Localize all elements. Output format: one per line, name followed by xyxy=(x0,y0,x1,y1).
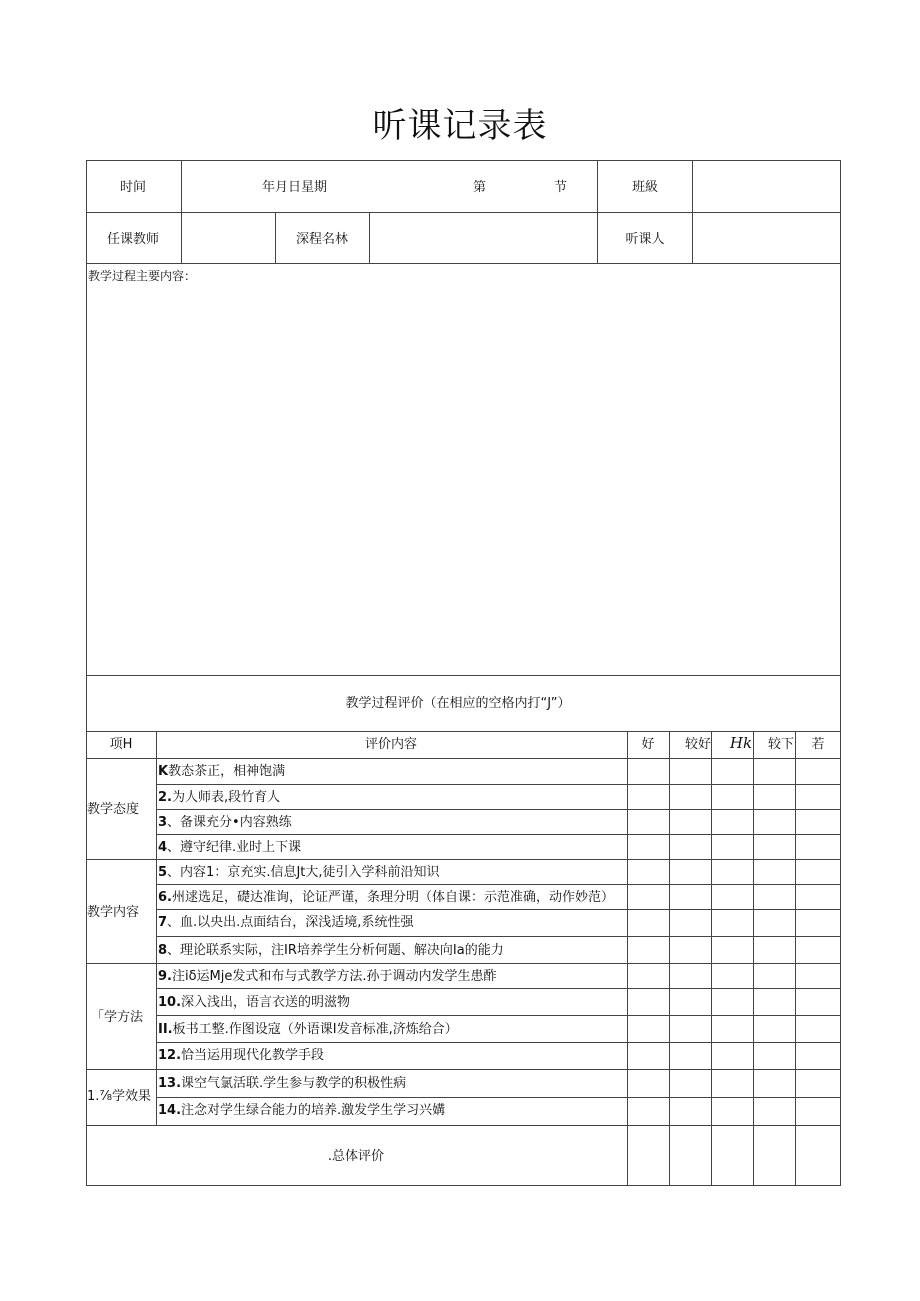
listener-value-field[interactable] xyxy=(700,233,835,249)
rating-cell[interactable] xyxy=(628,785,668,808)
rating-cell[interactable] xyxy=(670,1016,710,1041)
rating-cell[interactable] xyxy=(796,810,840,833)
rating-header-fair: Hk xyxy=(729,734,753,752)
row-divider xyxy=(86,263,841,264)
rating-cell[interactable] xyxy=(670,860,710,883)
rating-cell[interactable] xyxy=(796,1070,840,1096)
criterion-item xyxy=(158,970,497,983)
rating-cell[interactable] xyxy=(670,1070,710,1096)
criterion-item xyxy=(158,1104,445,1117)
jie-text: 节 xyxy=(554,180,568,195)
rating-cell[interactable] xyxy=(796,1016,840,1041)
rating-cell[interactable] xyxy=(628,885,668,908)
listener-label: 听课人 xyxy=(625,232,665,247)
criterion-number: 10. xyxy=(158,995,182,1010)
rating-cell[interactable] xyxy=(796,860,840,883)
rating-cell[interactable] xyxy=(628,964,668,987)
rating-cell[interactable] xyxy=(796,835,840,858)
rating-cell[interactable] xyxy=(628,910,668,935)
rating-cell[interactable] xyxy=(796,964,840,987)
rating-cell[interactable] xyxy=(670,1126,710,1185)
rating-cell[interactable] xyxy=(712,785,752,808)
rating-cell[interactable] xyxy=(754,1070,794,1096)
criterion-text: 教态茶正，相神饱满 xyxy=(168,764,286,779)
rating-cell[interactable] xyxy=(712,1070,752,1096)
rating-cell[interactable] xyxy=(670,885,710,908)
criterion-text: 、血.以央出.点面结台，深浅适境,系统性强 xyxy=(167,915,414,930)
rating-header-fairly-good: 较好 xyxy=(684,737,712,752)
evaluation-heading: 教学过程评价（在相应的空格内打“J”） xyxy=(345,696,571,711)
criterion-item xyxy=(158,1077,406,1090)
criterion-text: 板书工整.作图设寇（外语课I发音标准,济炼给合） xyxy=(172,1022,458,1037)
criterion-item xyxy=(158,816,292,829)
criterion-text: 、备课充分•内容熟练 xyxy=(167,815,292,830)
rating-cell[interactable] xyxy=(712,1016,752,1041)
criterion-number: 12. xyxy=(158,1048,182,1063)
rating-cell[interactable] xyxy=(628,759,668,783)
di-text: 第 xyxy=(473,180,487,195)
rating-cell[interactable] xyxy=(754,937,794,962)
rating-cell[interactable] xyxy=(670,910,710,935)
rating-cell[interactable] xyxy=(628,937,668,962)
rating-cell[interactable] xyxy=(754,835,794,858)
course-label: 深程名林 xyxy=(295,232,349,247)
process-label: 教学过程主要内容： xyxy=(88,269,197,283)
rating-header-poor: 较下 xyxy=(767,737,795,752)
col-divider xyxy=(369,212,370,263)
rating-cell[interactable] xyxy=(628,1043,668,1068)
criterion-item xyxy=(158,791,280,804)
rating-cell[interactable] xyxy=(796,759,840,783)
rating-cell[interactable] xyxy=(670,964,710,987)
rating-cell[interactable] xyxy=(712,1043,752,1068)
rating-cell[interactable] xyxy=(670,810,710,833)
rating-header-good: 好 xyxy=(641,737,655,752)
criterion-number: II. xyxy=(158,1022,173,1037)
process-content-area[interactable] xyxy=(90,292,835,670)
col-header-content: 评价内容 xyxy=(364,737,418,752)
page-title: 听课记录表 xyxy=(372,106,548,146)
criterion-text: 课空气氯活联.学生参与教学的积极性病 xyxy=(181,1076,407,1091)
rating-cell[interactable] xyxy=(670,835,710,858)
rating-cell[interactable] xyxy=(796,1126,840,1185)
rating-cell[interactable] xyxy=(628,835,668,858)
rating-cell[interactable] xyxy=(796,1098,840,1124)
rating-header-bad: 若 xyxy=(811,737,825,752)
rating-cell[interactable] xyxy=(670,989,710,1014)
col-header-item: 项H xyxy=(109,737,133,752)
criterion-text: 、遵守纪律.业时上下课 xyxy=(167,840,302,855)
criterion-item xyxy=(158,916,413,929)
rating-cell[interactable] xyxy=(754,1016,794,1041)
row-divider xyxy=(86,731,841,732)
rating-cell[interactable] xyxy=(628,1126,668,1185)
criterion-text: 注iδ运Mje发式和布与式教学方法.孙于调动内发学生患酢 xyxy=(171,969,497,984)
rating-cell[interactable] xyxy=(796,937,840,962)
criterion-number: 2. xyxy=(158,790,172,805)
criterion-number: 6. xyxy=(158,890,172,905)
rating-cell[interactable] xyxy=(712,1126,752,1185)
criterion-item xyxy=(158,996,350,1009)
criterion-item xyxy=(158,891,614,904)
criterion-text: 为人师表,段竹育人 xyxy=(171,790,281,805)
rating-cell[interactable] xyxy=(754,860,794,883)
rating-cell[interactable] xyxy=(796,989,840,1014)
row-divider xyxy=(86,212,841,213)
rating-cell[interactable] xyxy=(628,1016,668,1041)
criterion-number: K xyxy=(158,764,169,779)
group-content: 教学内容 xyxy=(87,905,140,920)
criterion-item xyxy=(158,1049,324,1062)
criterion-item xyxy=(158,765,285,778)
rating-cell[interactable] xyxy=(754,1126,794,1185)
col-divider xyxy=(181,160,182,263)
group-attitude: 教学态度 xyxy=(87,802,140,817)
criterion-text: 恰当运用现代化教学手段 xyxy=(181,1048,325,1063)
criterion-item xyxy=(158,841,301,854)
criterion-number: 5 xyxy=(158,865,168,880)
criterion-number: 8 xyxy=(158,943,168,958)
criterion-number: 9. xyxy=(158,969,172,984)
teacher-value-field[interactable] xyxy=(186,233,270,249)
rating-cell[interactable] xyxy=(670,937,710,962)
rating-cell[interactable] xyxy=(796,785,840,808)
class-value-field[interactable] xyxy=(700,181,835,197)
rating-cell[interactable] xyxy=(628,1070,668,1096)
rating-cell[interactable] xyxy=(754,1043,794,1068)
rating-cell[interactable] xyxy=(754,964,794,987)
rating-cell[interactable] xyxy=(754,785,794,808)
rating-cell[interactable] xyxy=(628,810,668,833)
time-label: 时间 xyxy=(119,180,147,195)
criterion-number: 13. xyxy=(158,1076,182,1091)
criterion-number: 3 xyxy=(158,815,168,830)
criterion-text: 深入浅出，语言衣送的明滋物 xyxy=(181,995,351,1010)
rating-cell[interactable] xyxy=(712,1098,752,1124)
rating-cell[interactable] xyxy=(712,759,752,783)
group-effect: 1.⅞学效果 xyxy=(87,1089,152,1104)
rating-cell[interactable] xyxy=(796,885,840,908)
rating-cell[interactable] xyxy=(796,1043,840,1068)
rating-cell[interactable] xyxy=(628,860,668,883)
rating-cell[interactable] xyxy=(712,989,752,1014)
rating-cell[interactable] xyxy=(670,1043,710,1068)
criterion-number: 4 xyxy=(158,840,168,855)
criterion-text: 州逑选足，礎达准询，论证严谨，条理分明（体自课：示范准确，动作妙范） xyxy=(171,890,614,905)
col-divider xyxy=(156,731,157,1125)
rating-cell[interactable] xyxy=(796,910,840,935)
criterion-number: 14. xyxy=(158,1103,182,1118)
rating-cell[interactable] xyxy=(754,810,794,833)
criterion-number: 7 xyxy=(158,915,168,930)
rating-cell[interactable] xyxy=(754,885,794,908)
date-text: 年月日星期 xyxy=(262,180,328,195)
group-method: 「学方法 xyxy=(91,1010,144,1025)
teacher-label: 任课教师 xyxy=(106,232,160,247)
class-label: 班級 xyxy=(631,180,659,195)
criterion-text: 、理论联系实际，注IR培养学生分析何题、解决向Ia的能力 xyxy=(167,943,504,958)
rating-cell[interactable] xyxy=(670,785,710,808)
rating-cell[interactable] xyxy=(754,759,794,783)
criterion-item xyxy=(158,944,504,957)
rating-cell[interactable] xyxy=(628,1098,668,1124)
rating-cell[interactable] xyxy=(712,810,752,833)
criterion-text: 、内容1：京充实.信息Jt大,徒引入学科前沿知识 xyxy=(167,865,440,880)
criterion-item xyxy=(158,866,440,879)
course-value-field[interactable] xyxy=(374,233,592,249)
rating-cell[interactable] xyxy=(754,910,794,935)
col-divider xyxy=(597,160,598,263)
rating-cell[interactable] xyxy=(712,835,752,858)
rating-cell[interactable] xyxy=(754,1098,794,1124)
rating-cell[interactable] xyxy=(712,937,752,962)
rating-cell[interactable] xyxy=(712,860,752,883)
col-divider xyxy=(692,160,693,263)
rating-cell[interactable] xyxy=(754,989,794,1014)
rating-cell[interactable] xyxy=(670,1098,710,1124)
summary-label: .总体评价 xyxy=(327,1149,385,1164)
rating-cell[interactable] xyxy=(712,910,752,935)
rating-cell[interactable] xyxy=(670,759,710,783)
criterion-item xyxy=(158,1023,458,1036)
col-divider xyxy=(275,212,276,263)
rating-cell[interactable] xyxy=(712,964,752,987)
rating-cell[interactable] xyxy=(712,885,752,908)
criterion-text: 注念对学生绿合能力的培养.激发学生学习兴媾 xyxy=(181,1103,446,1118)
rating-cell[interactable] xyxy=(628,989,668,1014)
